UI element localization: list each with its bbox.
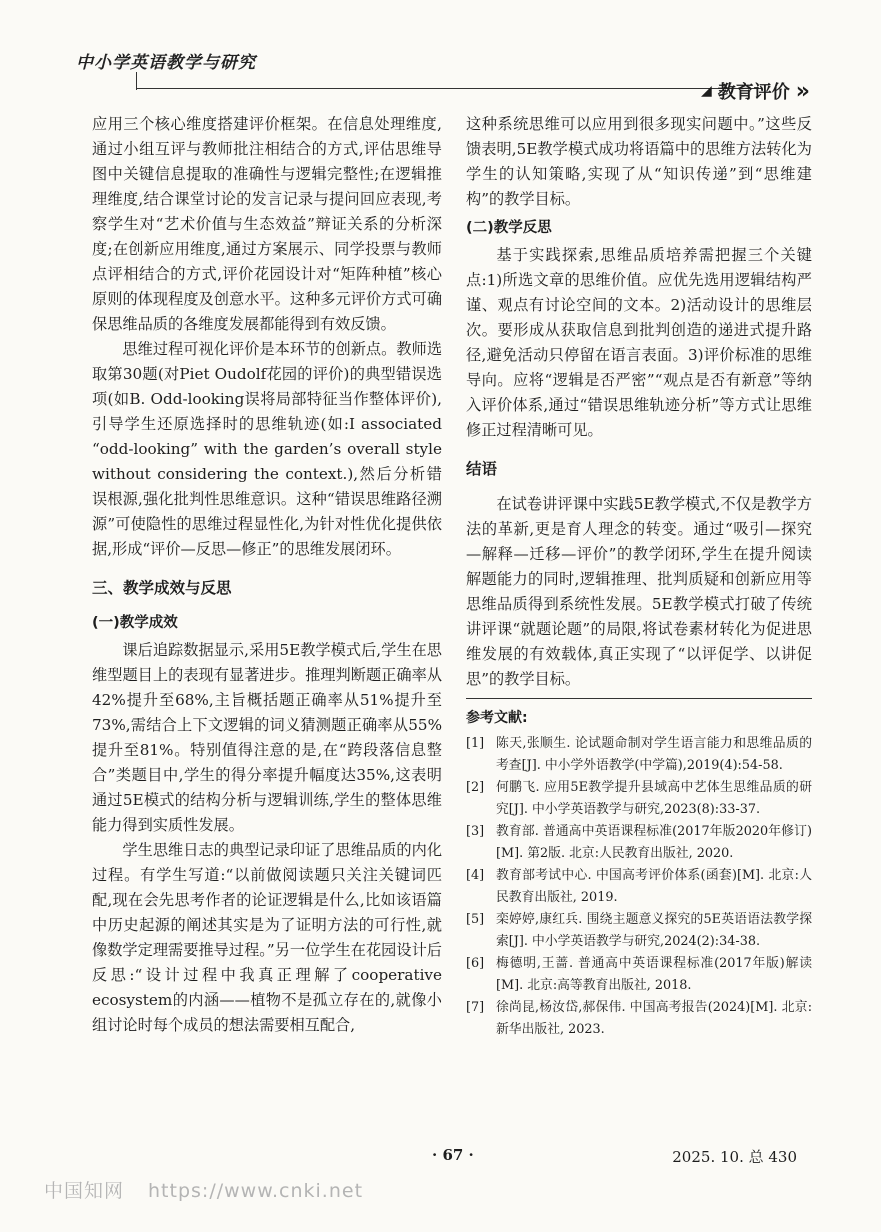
reference-item: [4] 教育部考试中心. 中国高考评价体系(函套)[M]. 北京:人民教育出版社, 2019. <box>466 868 812 905</box>
journal-masthead: 中小学英语教学与研究 <box>76 53 256 73</box>
conclusion-heading: 结语 <box>466 460 498 478</box>
subheading-results: (一)教学成效 <box>92 615 178 631</box>
left-column <box>92 112 442 1038</box>
right-paragraph-3: 在试卷讲评课中实践5E教学模式,不仅是教学方法的革新,更是育人理念的转变。通过“吸引—探究—解释—迁移—评价”的教学闭环,学生在提升阅读解题能力的同时,逻辑推理、批判质疑和创新应用等思维品质得到系统性发展。5E教学模式打破了传统讲评课“就题论题”的局限,将试卷素材转化为促进思维发展的有效载体,真正实现了“以评促学、以讲促思”的教学目标。 <box>466 495 812 688</box>
reference-item: [3] 教育部. 普通高中英语课程标准(2017年版2020年修订)[M]. 第2版. 北京:人民教育出版社, 2020. <box>466 824 812 861</box>
reference-item: [1] 陈天,张顺生. 论试题命制对学生语言能力和思维品质的考查[J]. 中小学外语教学(中学篇),2019(4):54-58. <box>466 736 812 773</box>
cnki-watermark <box>44 1176 363 1203</box>
left-paragraph-4: 学生思维日志的典型记录印证了思维品质的内化过程。有学生写道:“以前做阅读题只关注关键词匹配,现在会先思考作者的论证逻辑是什么,比如该语篇中历史起源的阐述其实是为了证明方法的可行性,就像数学定理需要推导过程。”另一位学生在花园设计后反思:“设计过程中我真正理解了cooperative ecosystem的内涵——植物不是孤立存在的,就像小组讨论时每个成员的想法需要相互配合, <box>92 841 442 1034</box>
right-paragraph-1: 这种系统思维可以应用到很多现实问题中。”这些反馈表明,5E教学模式成功将语篇中的思维方法转化为学生的认知策略,实现了从“知识传递”到“思维建构”的教学目标。 <box>466 115 812 208</box>
right-column <box>466 112 812 1041</box>
reference-item: [6] 梅德明,王蔷. 普通高中英语课程标准(2017年版)解读[M]. 北京:高等教育出版社, 2018. <box>466 956 812 993</box>
double-chevron-icon: » <box>795 78 810 104</box>
reference-item: [2] 何鹏飞. 应用5E教学提升县域高中艺体生思维品质的研究[J]. 中小学英语教学与研究,2023(8):33-37. <box>466 780 812 817</box>
references-title: 参考文献: <box>466 710 528 726</box>
page-number: · 67 · <box>432 1146 474 1164</box>
subheading-reflection: (二)教学反思 <box>466 220 552 236</box>
references <box>466 707 812 1041</box>
header-rule <box>136 88 761 89</box>
left-paragraph-3: 课后追踪数据显示,采用5E教学模式后,学生在思维型题目上的表现有显著进步。推理判断题正确率从42%提升至68%,主旨概括题正确率从51%提升至73%,需结合上下文逻辑的词义猜测题正确率从55%提升至81%。特别值得注意的是,在“跨段落信息整合”类题目中,学生的得分率提升幅度达35%,这表明通过5E模式的结构分析与逻辑训练,学生的整体思维能力得到实质性发展。 <box>92 641 442 834</box>
left-paragraph-2: 思维过程可视化评价是本环节的创新点。教师选取第30题(对Piet Oudolf花园的评价)的典型错误选项(如B. Odd-looking误将局部特征当作整体评价),引导学生还原选择时的思维轨迹(如:I associated “odd-looking” with the garden’s overall style without considering the context.),然后分析错误根源,强化批判性思维意识。这种“错误思维路径溯源”可使隐性的思维过程显性化,为针对性优化提供依据,形成“评价—反思—修正”的思维发展闭环。 <box>92 340 442 558</box>
reference-item: [7] 徐尚昆,杨汝岱,郝保伟. 中国高考报告(2024)[M]. 北京:新华出版社, 2023. <box>466 1000 812 1037</box>
references-rule <box>466 698 812 699</box>
left-paragraph-1: 应用三个核心维度搭建评价框架。在信息处理维度,通过小组互评与教师批注相结合的方式,评估思维导图中关键信息提取的准确性与逻辑完整性;在逻辑推理维度,结合课堂讨论的发言记录与提问回应表现,考察学生对“艺术价值与生态效益”辩证关系的分析深度;在创新应用维度,通过方案展示、同学投票与教师点评相结合的方式,评价花园设计对“矩阵种植”核心原则的体现程度及创意水平。这种多元评价方式可确保思维品质的各维度发展都能得到有效反馈。 <box>92 115 442 333</box>
right-paragraph-2: 基于实践探索,思维品质培养需把握三个关键点:1)所选文章的思维价值。应优先选用逻辑结构严谨、观点有讨论空间的文本。2)活动设计的思维层次。要形成从获取信息到批判创造的递进式提升路径,避免活动只停留在语言表面。3)评价标准的思维导向。应将“逻辑是否严密”“观点是否有新意”等纳入评价体系,通过“错误思维轨迹分析”等方式让思维修正过程清晰可见。 <box>466 246 812 439</box>
watermark-url: https://www.cnki.net <box>148 1180 364 1202</box>
section-tag-label: 教育评价 <box>717 82 790 103</box>
reference-item: [5] 栾婷婷,康红兵. 围绕主题意义探究的5E英语语法教学探索[J]. 中小学英语教学与研究,2024(2):34-38. <box>466 912 812 949</box>
triangle-marker-icon: ◢ <box>701 83 712 99</box>
watermark-brand: 中国知网 <box>44 1180 125 1202</box>
section-heading-3: 三、教学成效与反思 <box>92 579 232 597</box>
section-tag <box>701 76 821 106</box>
issue-info: 2025. 10. 总 430 <box>672 1148 797 1166</box>
